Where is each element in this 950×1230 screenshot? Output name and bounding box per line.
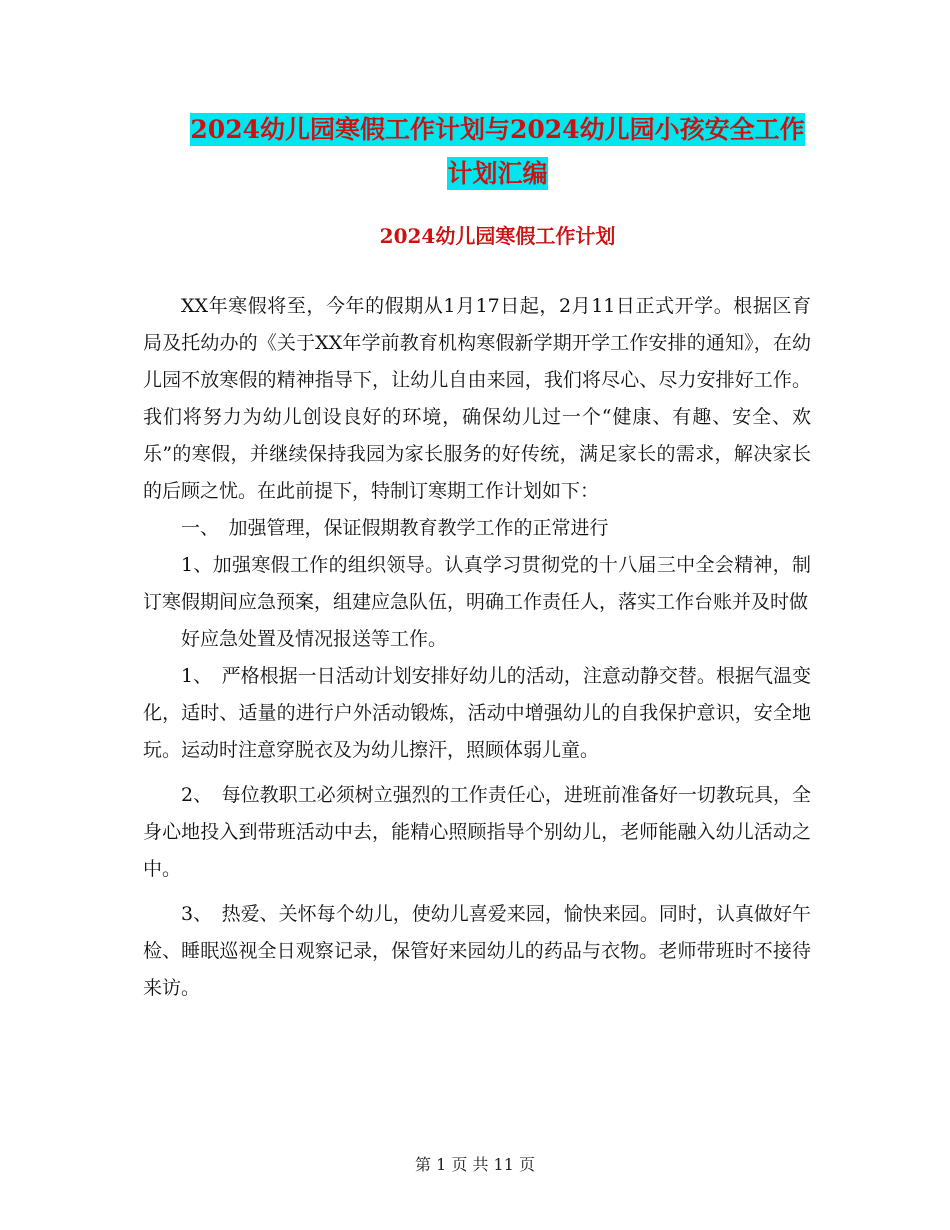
- page-footer: 第 1 页 共 11 页: [415, 1155, 535, 1174]
- paragraph-item-3: 3、 热爱、关怀每个幼儿，使幼儿喜爱来园，愉快来园。同时，认真做好午检、睡眠巡视全日观察记录，保管好来园幼儿的药品与衣物。老师带班时不接待来访。: [143, 903, 811, 999]
- paragraph-continuation: 好应急处置及情况报送等工作。: [181, 628, 448, 650]
- section-title: 2024幼儿园寒假工作计划: [379, 224, 616, 248]
- paragraph-intro: XX年寒假将至，今年的假期从1月17日起，2月11日正式开学。根据区育局及托幼办的《关于XX年学前教育机构寒假新学期开学工作安排的通知》，在幼儿园不放寒假的精神指导下，让幼儿自由来园，我们将尽心、尽力安排好工作。我们将努力为幼儿创设良好的环境，确保幼儿过一个“健康、有趣、安全、欢乐”的寒假，并继续保持我园为家长服务的好传统，满足家长的需求，解决家长的后顾之忧。在此前提下，特制订寒期工作计划如下：: [143, 295, 811, 502]
- paragraph-item-2: 2、 每位教职工必须树立强烈的工作责任心，进班前准备好一切教玩具，全身心地投入到带班活动中去，能精心照顾指导个别幼儿，老师能融入幼儿活动之中。: [143, 784, 811, 880]
- paragraph-heading-1: 一、 加强管理，保证假期教育教学工作的正常进行: [181, 517, 609, 539]
- paragraph-item-1b: 1、 严格根据一日活动计划安排好幼儿的活动，注意动静交替。根据气温变化，适时、适量的进行户外活动锻炼，活动中增强幼儿的自我保护意识，安全地玩。运动时注意穿脱衣及为幼儿擦汗，照顾体弱儿童。: [143, 665, 811, 761]
- paragraph-item-1: 1、加强寒假工作的组织领导。认真学习贯彻党的十八届三中全会精神，制订寒假期间应急预案，组建应急队伍，明确工作责任人，落实工作台账并及时做: [143, 554, 811, 613]
- document-body: [143, 288, 811, 1007]
- document-title-line-1: 2024幼儿园寒假工作计划与2024幼儿园小孩安全工作: [190, 115, 805, 144]
- document-title-line-2: 计划汇编: [447, 159, 548, 188]
- document-title: [140, 108, 855, 196]
